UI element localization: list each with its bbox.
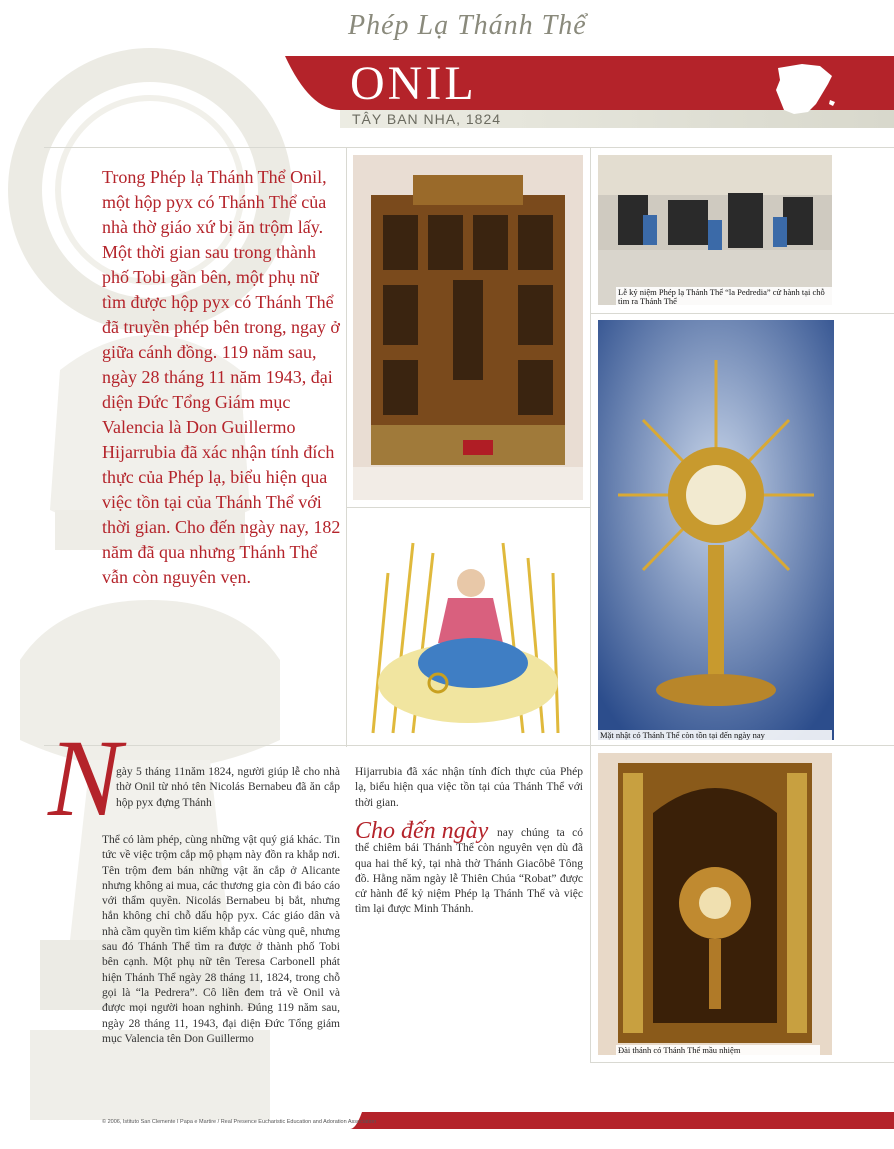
article-text: Hijarrubia đã xác nhận tính đích thực của Phép lạ, biểu hiện qua việc tồn tại của Thánh Thể với thời gian. [355,766,583,809]
series-title: Phép Lạ Thánh Thể [348,10,587,41]
spain-map-icon [772,60,838,122]
place-subtitle: TÂY BAN NHA, 1824 [352,111,502,127]
copyright-text: © 2006, Istituto San Clemente I Papa e Martire / Real Presence Eucharistic Education and Adoration Association [102,1119,377,1125]
divider [44,745,894,746]
article-text-body: nay chúng ta có thể chiêm bái Thánh Thể còn nguyên vẹn dù đã qua hai thế kỷ, tại nhà thờ Thánh Giacôbê Tông đồ. Hằng năm ngày lễ Thiên Chúa “Robat” được cử hành để kỷ niệm Phép lạ Thánh Thể và việc tìm lại được Minh Thánh. [355,827,583,916]
divider [346,147,347,747]
monstrance-photo [598,320,834,740]
article-text [355,826,583,918]
divider [44,147,894,148]
divider [590,313,894,314]
woman-painting [353,513,583,740]
altarpiece-photo [353,155,583,500]
article-lead-in: Cho đến ngày [355,818,489,844]
divider [590,1062,894,1063]
place-title: ONIL [350,57,477,110]
festival-caption: Lễ kỷ niệm Phép lạ Thánh Thể “la Pedredia” cử hành tại chỗ tìm ra Thánh Thể [616,287,832,305]
footer-red-band [350,1112,894,1129]
intro-text: Trong Phép lạ Thánh Thể Onil, một hộp pyx có Thánh Thể của nhà thờ giáo xứ bị ăn trộm lấy. Một thời gian sau trong thành phố Tobi gần bên, một phụ nữ tìm được hộp pyx có Thánh Thể đã truyền phép bên trong, ngay ở giữa cánh đồng. 119 năm sau, ngày 28 tháng 11 năm 1943, đại diện Đức Tổng Giám mục Valencia là Don Guillermo Hijarrubia đã xác nhận tính đích thực của Phép lạ, biểu hiện qua việc tồn tại của Thánh Thể với thời gian. Cho đến ngày nay, 182 năm đã qua nhưng Thánh Thể vẫn còn nguyên vẹn. [102,167,341,587]
tabernacle-photo [598,753,832,1055]
article-text: Thể có làm phép, cùng những vật quý giá khác. Tin tức về việc trộm cắp mộ phạm này đồn ra khắp nơi. Tên trộm đem bán những vật ăn cắp ở Alicante nhưng không ai mua, các thương gia còn đi báo cáo với thẩm quyền. Nicolás Bernabeu bị bắt, nhưng hắn không chỉ chỗ dấu hộp pyx. Các giáo dân và nhà cầm quyền tìm kiếm khắp các vùng quê, nhưng sau đó Thánh Thể tìm ra được ở thành phố Tobi bên cạnh. Một phụ nữ tên Teresa Carbonell phát hiện Thánh Thể ngày 28 tháng 11, 1824, trong chỗ gọi là “la Pedrera”. Cô liền đem trả về Onil và được mọi người hoan nghinh. Đúng 119 năm sau, ngày 28 tháng 11, 1943, đại diện Đức Tổng giám mục Valencia tên Don Guillermo [102,834,340,1045]
festival-photo [598,155,832,305]
monstrance-caption: Mặt nhật có Thánh Thể còn tồn tại đến ngày nay [598,730,832,740]
tabernacle-caption: Đài thánh có Thánh Thể mầu nhiệm [616,1045,820,1055]
divider [590,147,591,1062]
drop-cap: N [48,717,122,839]
divider [346,507,590,508]
article-text: gày 5 tháng 11năm 1824, người giúp lễ cho nhà thờ Onil từ nhỏ tên Nicolás Bernabeu đã ăn cắp hộp pyx đựng Thánh [116,766,340,809]
